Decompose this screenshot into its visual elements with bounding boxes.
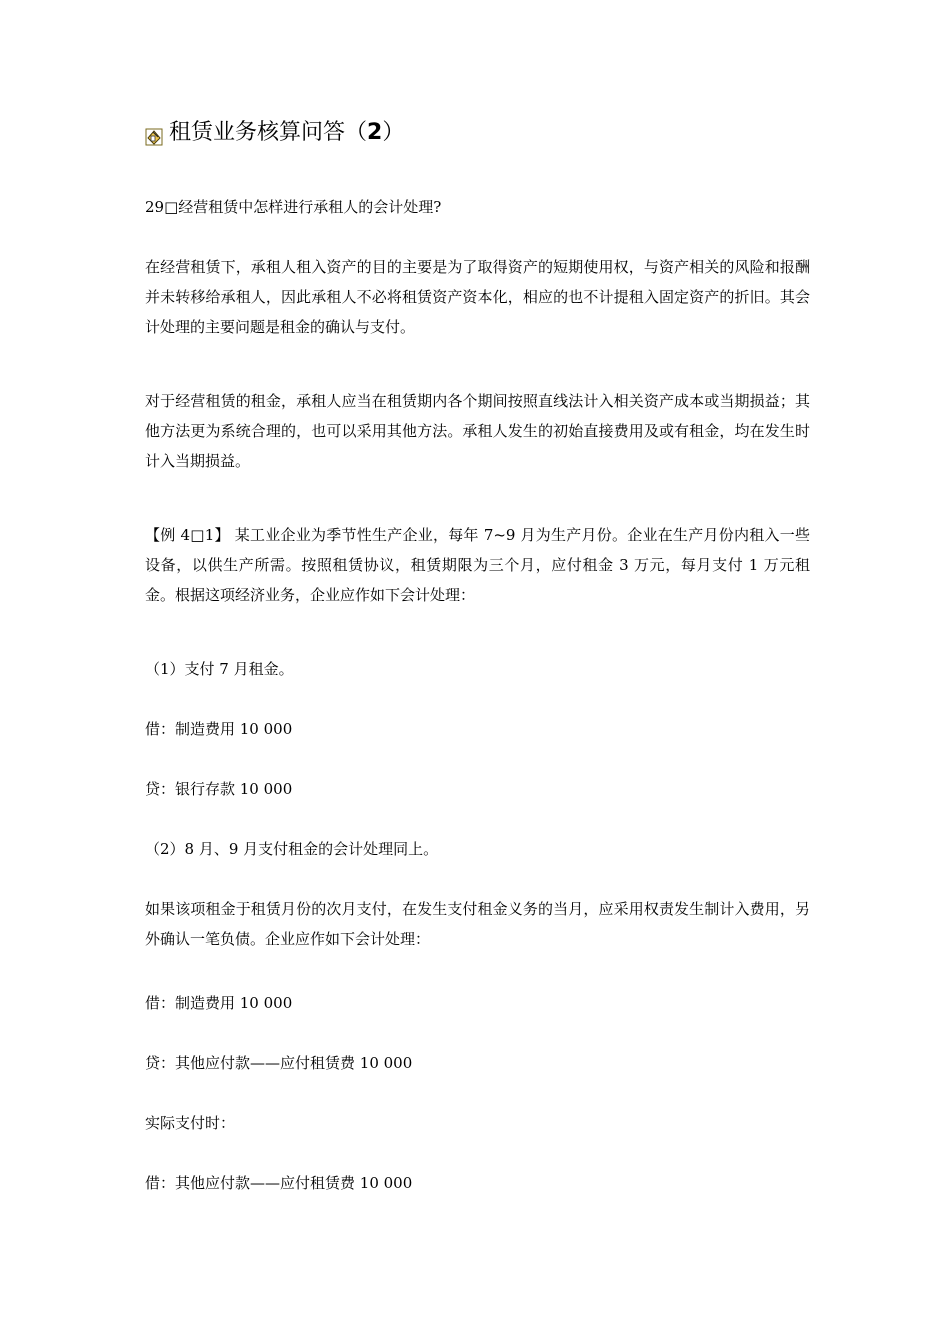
page-title — [145, 118, 404, 148]
payment-note: 实际支付时： — [145, 1114, 236, 1132]
question-heading: 29□经营租赁中怎样进行承租人的会计处理? — [145, 198, 442, 216]
entry-credit-1: 贷：银行存款 10 000 — [145, 780, 293, 798]
title-text: 租赁业务核算问答（ — [169, 120, 368, 145]
entry-debit-2: 借：制造费用 10 000 — [145, 994, 293, 1012]
paragraph-rent-method: 对于经营租赁的租金，承租人应当在租赁期内各个期间按照直线法计入相关资产成本或当期损益；其他方法更为系统合理的，也可以采用其他方法。承租人发生的初始直接费用及或有租金，均在发生时计入当期损益。 — [145, 392, 810, 470]
step-1: （1）支付 7 月租金。 — [145, 660, 294, 678]
step-2: （2）8 月、9 月支付租金的会计处理同上。 — [145, 840, 439, 858]
entry-debit-1: 借：制造费用 10 000 — [145, 720, 293, 738]
document-link-icon[interactable] — [145, 125, 163, 143]
paragraph-intro: 在经营租赁下，承租人租入资产的目的主要是为了取得资产的短期使用权，与资产相关的风险和报酬并未转移给承租人，因此承租人不必将租赁资产资本化，相应的也不计提租入固定资产的折旧。其会计处理的主要问题是租金的确认与支付。 — [145, 258, 810, 336]
entry-credit-2: 贷：其他应付款——应付租赁费 10 000 — [145, 1054, 413, 1072]
entry-debit-3: 借：其他应付款——应付租赁费 10 000 — [145, 1174, 413, 1192]
title-number: 2 — [367, 120, 383, 145]
title-close: ） — [382, 120, 405, 145]
paragraph-example: 【例 4□1】 某工业企业为季节性生产企业，每年 7~9 月为生产月份。企业在生产月份内租入一些设备，以供生产所需。按照租赁协议，租赁期限为三个月，应付租金 3 万元，每月支付 1 万元租金。根据这项经济业务，企业应作如下会计处理： — [145, 526, 810, 604]
paragraph-accrual: 如果该项租金于租赁月份的次月支付，在发生支付租金义务的当月，应采用权责发生制计入费用，另外确认一笔负债。企业应作如下会计处理： — [145, 900, 810, 948]
